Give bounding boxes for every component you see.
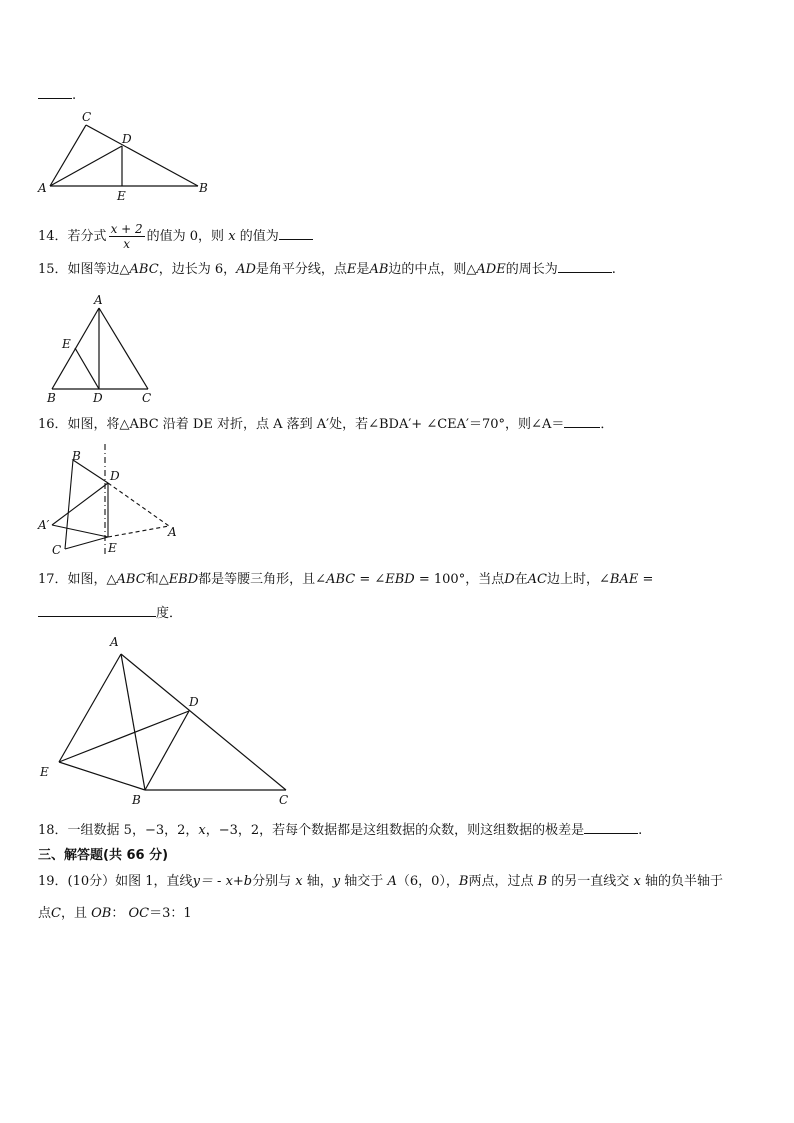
label-D: D bbox=[189, 695, 199, 709]
q19-text: 轴交于 bbox=[344, 874, 384, 889]
q19-text: ，且 bbox=[60, 906, 87, 921]
section-title: 三、解答题(共 66 分) bbox=[38, 848, 169, 863]
answer-blank bbox=[38, 604, 156, 617]
q15-text: 的周长为 bbox=[505, 262, 558, 277]
q17-text: = bbox=[638, 572, 654, 587]
math-ab: AB bbox=[369, 262, 389, 277]
q19-text: 轴的负半轴于 bbox=[644, 874, 723, 889]
math-ade: ADE bbox=[476, 262, 506, 277]
label-D: D bbox=[122, 132, 132, 146]
variable-x: x bbox=[198, 823, 206, 838]
label-E: E bbox=[117, 189, 126, 203]
q17-text: 边上时，∠ bbox=[547, 572, 610, 587]
q19-text: （6，0）， bbox=[396, 874, 459, 889]
label-A: A bbox=[94, 293, 103, 307]
answer-blank bbox=[584, 821, 638, 834]
figure-equilateral-triangle bbox=[38, 292, 178, 408]
q14-text: 若分式 bbox=[67, 229, 107, 244]
label-C: C bbox=[142, 391, 152, 405]
label-D: D bbox=[93, 391, 103, 405]
math-e: E bbox=[346, 262, 357, 277]
math-ebd: EBD bbox=[385, 572, 415, 587]
q19-text: 轴， bbox=[306, 874, 333, 889]
label-E: E bbox=[40, 765, 49, 779]
fraction-numerator: x + 2 bbox=[110, 222, 143, 236]
question-14 bbox=[38, 222, 313, 251]
q17-text: 17．如图，△ bbox=[38, 572, 117, 587]
label-D: D bbox=[110, 469, 120, 483]
q14-text: 的值为 bbox=[239, 229, 279, 244]
q15-text: ，边长为 6， bbox=[158, 262, 237, 277]
question-15 bbox=[38, 260, 616, 279]
point-b: B bbox=[537, 874, 548, 889]
answer-blank bbox=[564, 415, 600, 428]
segment-oc: OC bbox=[128, 906, 150, 921]
point-c: C bbox=[51, 906, 61, 921]
variable-y: y bbox=[332, 874, 341, 889]
q15-text: 15．如图等边△ bbox=[38, 262, 130, 277]
variable-x: x bbox=[228, 229, 236, 244]
segment-ob: OB bbox=[91, 906, 112, 921]
question-16 bbox=[38, 415, 613, 434]
math-abc: ABC bbox=[116, 572, 146, 587]
label-A-prime: A′ bbox=[38, 518, 50, 532]
answer-blank bbox=[558, 260, 612, 273]
fraction-denominator: x bbox=[123, 237, 130, 251]
math-equation: y＝ - x+b bbox=[192, 874, 253, 889]
label-B: B bbox=[47, 391, 56, 405]
math-ac: AC bbox=[527, 572, 548, 587]
answer-blank bbox=[38, 86, 72, 99]
q17-text: 度． bbox=[156, 606, 183, 621]
variable-x: x bbox=[295, 874, 303, 889]
question-number: 14． bbox=[38, 229, 68, 244]
fraction bbox=[109, 222, 145, 251]
q17-text: = ∠ bbox=[355, 572, 386, 587]
q18-text: ，−3，2，若每个数据都是这组数据的众数，则这组数据的极差是 bbox=[205, 823, 585, 838]
point-a: A bbox=[387, 874, 397, 889]
answer-blank bbox=[279, 227, 313, 240]
label-C: C bbox=[279, 793, 289, 807]
math-abc: ABC bbox=[129, 262, 159, 277]
q19-text: 19．(10分）如图 1，直线 bbox=[38, 874, 193, 889]
question-19 bbox=[38, 873, 723, 891]
q19-text: 的另一直线交 bbox=[551, 874, 630, 889]
top-answer-blank-line bbox=[38, 86, 76, 105]
label-B: B bbox=[199, 181, 208, 195]
q19-text: ＝3：1 bbox=[149, 906, 192, 921]
label-B: B bbox=[132, 793, 141, 807]
label-C: C bbox=[82, 110, 92, 124]
label-A: A bbox=[168, 525, 177, 539]
q15-text: 边的中点，则△ bbox=[388, 262, 477, 277]
q19-text: 两点，过点 bbox=[468, 874, 534, 889]
q19-text: 分别与 bbox=[252, 874, 292, 889]
point-b: B bbox=[458, 874, 469, 889]
question-17-line-2 bbox=[38, 604, 182, 623]
punctuation: ． bbox=[600, 417, 614, 432]
question-19-line-2 bbox=[38, 905, 192, 923]
q16-text: 16．如图，将△ABC 沿着 DE 对折，点 A 落到 A′处，若∠BDA′+ ∠CEA′＝70°，则∠A＝ bbox=[38, 417, 565, 432]
figure-folded-triangle bbox=[38, 440, 188, 560]
math-bae: BAE bbox=[609, 572, 639, 587]
punctuation: . bbox=[72, 88, 77, 103]
variable-x: x bbox=[633, 874, 641, 889]
label-A: A bbox=[110, 635, 119, 649]
math-d: D bbox=[504, 572, 515, 587]
q19-text: ： bbox=[111, 906, 125, 921]
math-ebd: EBD bbox=[168, 572, 199, 587]
math-abc: ABC bbox=[326, 572, 356, 587]
punctuation: . bbox=[611, 262, 616, 277]
q14-text: 的值为 0，则 bbox=[146, 229, 225, 244]
question-18 bbox=[38, 821, 642, 840]
figure-isosceles-triangles bbox=[38, 632, 298, 807]
label-E: E bbox=[62, 337, 71, 351]
q17-text: 都是等腰三角形，且∠ bbox=[198, 572, 327, 587]
label-C: C bbox=[52, 543, 62, 557]
label-E: E bbox=[108, 541, 117, 555]
label-A: A bbox=[38, 181, 47, 195]
figure-triangle-acb bbox=[38, 108, 218, 208]
q15-text: 是 bbox=[356, 262, 370, 277]
q17-text: 和△ bbox=[145, 572, 169, 587]
q17-text: 在 bbox=[514, 572, 528, 587]
q17-text: = 100°，当点 bbox=[414, 572, 505, 587]
label-B: B bbox=[72, 449, 81, 463]
math-ad: AD bbox=[236, 262, 256, 277]
q18-text: 18．一组数据 5，−3，2， bbox=[38, 823, 199, 838]
question-17 bbox=[38, 571, 653, 589]
q15-text: 是角平分线，点 bbox=[255, 262, 347, 277]
q19-text: 点 bbox=[38, 906, 52, 921]
punctuation: . bbox=[638, 823, 643, 838]
